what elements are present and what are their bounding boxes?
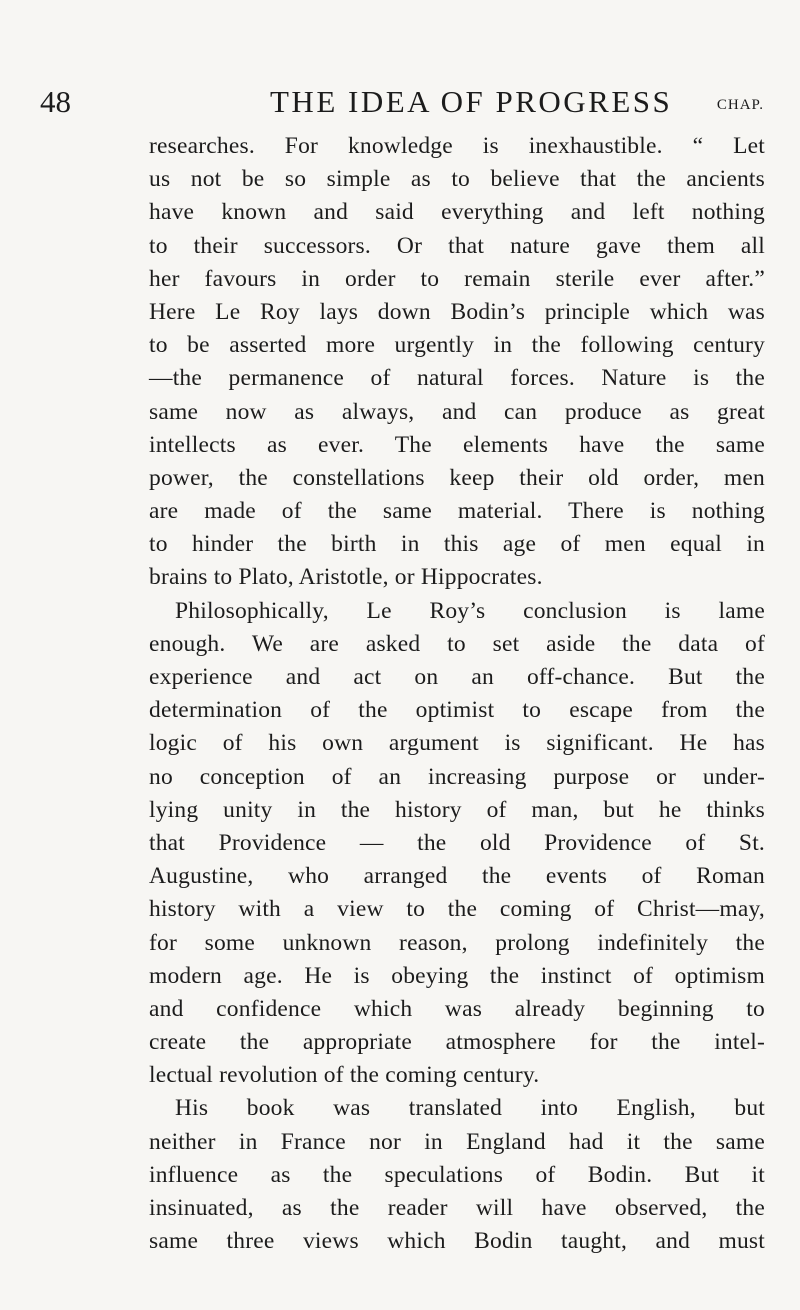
text-line: no conception of an increasing purpose or under- xyxy=(149,763,765,790)
text-line: same now as always, and can produce as great xyxy=(149,398,765,425)
text-line: His book was translated into English, but xyxy=(175,1095,765,1122)
text-line: and confidence which was already beginning to xyxy=(149,995,765,1022)
text-line: us not be so simple as to believe that the ancients xyxy=(149,166,765,193)
chapter-label: CHAP. xyxy=(716,97,764,113)
text-line: Philosophically, Le Roy’s conclusion is lame xyxy=(175,597,765,624)
page-header xyxy=(40,82,764,126)
text-line: experience and act on an off-chance. But the xyxy=(149,664,765,690)
text-line: modern age. He is obeying the instinct of optimism xyxy=(149,962,765,989)
text-line: logic of his own argument is significant. He has xyxy=(149,730,765,757)
text-line: neither in France nor in England had it the same xyxy=(149,1128,765,1155)
text-line: brains to Plato, Aristotle, or Hippocrates. xyxy=(149,564,543,591)
text-line: to hinder the birth in this age of men equal in xyxy=(149,531,765,558)
text-line: history with a view to the coming of Christ—may, xyxy=(149,896,765,923)
text-line: intellects as ever. The elements have the same xyxy=(149,431,765,458)
text-line: —the permanence of natural forces. Nature is the xyxy=(149,365,765,392)
text-line: have known and said everything and left nothing xyxy=(149,199,765,226)
text-line: same three views which Bodin taught, and must xyxy=(149,1228,765,1255)
running-title: THE IDEA OF PROGRESS xyxy=(270,84,673,119)
text-line: are made of the same material. There is nothing xyxy=(149,498,765,525)
text-line: insinuated, as the reader will have observed, the xyxy=(149,1195,765,1221)
text-line: for some unknown reason, prolong indefinitely the xyxy=(149,929,765,956)
text-line: that Providence — the old Providence of St. xyxy=(149,829,765,856)
text-line: her favours in order to remain sterile ever after.” xyxy=(149,265,765,292)
text-line: power, the constellations keep their old order, men xyxy=(149,464,765,491)
text-line: determination of the optimist to escape from the xyxy=(149,697,765,724)
text-line: create the appropriate atmosphere for the intel- xyxy=(149,1029,765,1056)
text-line: lying unity in the history of man, but he thinks xyxy=(149,796,765,823)
body-text xyxy=(149,130,765,1258)
text-line: lectual revolution of the coming century. xyxy=(149,1062,540,1089)
text-line: Here Le Roy lays down Bodin’s principle which was xyxy=(149,298,765,325)
text-line: enough. We are asked to set aside the data of xyxy=(149,630,765,657)
text-line: influence as the speculations of Bodin. But it xyxy=(149,1161,765,1188)
text-line: to their successors. Or that nature gave them all xyxy=(149,232,765,259)
page-number: 48 xyxy=(40,84,71,119)
text-line: Augustine, who arranged the events of Roman xyxy=(149,863,765,890)
text-line: to be asserted more urgently in the following century xyxy=(149,332,765,359)
text-line: researches. For knowledge is inexhaustible. “ Let xyxy=(149,133,765,159)
